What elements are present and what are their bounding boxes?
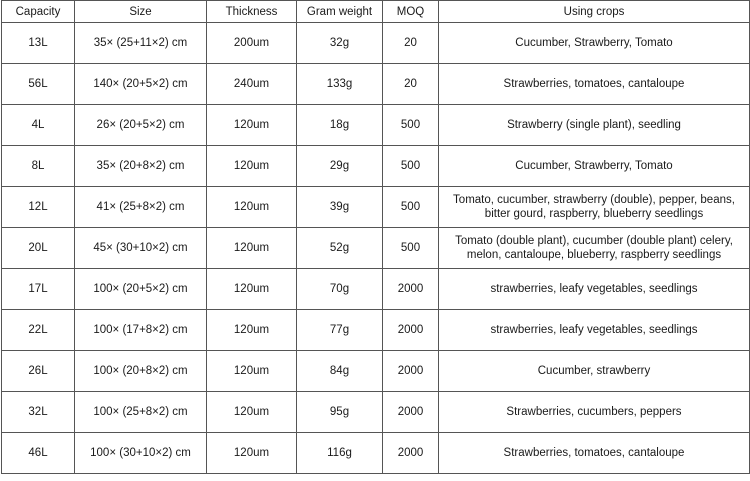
cell-moq: 2000 bbox=[383, 310, 439, 351]
product-spec-table bbox=[1, 0, 750, 474]
cell-moq: 500 bbox=[383, 228, 439, 269]
cell-using-crops: Cucumber, Strawberry, Tomato bbox=[439, 146, 750, 187]
header-size: Size bbox=[75, 1, 207, 23]
cell-size: 35× (20+8×2) cm bbox=[75, 146, 207, 187]
cell-size: 35× (25+11×2) cm bbox=[75, 23, 207, 64]
table-row bbox=[2, 269, 750, 310]
cell-thickness: 120um bbox=[207, 433, 297, 474]
table-row bbox=[2, 228, 750, 269]
cell-gram-weight: 133g bbox=[297, 64, 383, 105]
table-header-row bbox=[2, 1, 750, 23]
cell-gram-weight: 52g bbox=[297, 228, 383, 269]
cell-thickness: 120um bbox=[207, 351, 297, 392]
cell-size: 140× (20+5×2) cm bbox=[75, 64, 207, 105]
header-thickness: Thickness bbox=[207, 1, 297, 23]
cell-thickness: 200um bbox=[207, 23, 297, 64]
cell-gram-weight: 70g bbox=[297, 269, 383, 310]
table-body bbox=[2, 23, 750, 474]
cell-using-crops: Tomato (double plant), cucumber (double plant) celery, melon, cantaloupe, blueberry, raspberry seedlings bbox=[439, 228, 750, 269]
cell-moq: 20 bbox=[383, 64, 439, 105]
cell-using-crops: Cucumber, Strawberry, Tomato bbox=[439, 23, 750, 64]
cell-thickness: 120um bbox=[207, 228, 297, 269]
cell-moq: 500 bbox=[383, 187, 439, 228]
header-gram-weight: Gram weight bbox=[297, 1, 383, 23]
cell-using-crops: strawberries, leafy vegetables, seedlings bbox=[439, 269, 750, 310]
cell-using-crops: Strawberries, cucumbers, peppers bbox=[439, 392, 750, 433]
table-row bbox=[2, 433, 750, 474]
cell-size: 45× (30+10×2) cm bbox=[75, 228, 207, 269]
cell-capacity: 4L bbox=[2, 105, 75, 146]
cell-thickness: 240um bbox=[207, 64, 297, 105]
table-row bbox=[2, 23, 750, 64]
cell-thickness: 120um bbox=[207, 187, 297, 228]
table-row bbox=[2, 64, 750, 105]
table-row bbox=[2, 187, 750, 228]
cell-capacity: 8L bbox=[2, 146, 75, 187]
table-row bbox=[2, 351, 750, 392]
cell-moq: 500 bbox=[383, 105, 439, 146]
cell-capacity: 12L bbox=[2, 187, 75, 228]
cell-using-crops: Strawberry (single plant), seedling bbox=[439, 105, 750, 146]
cell-size: 100× (25+8×2) cm bbox=[75, 392, 207, 433]
cell-gram-weight: 32g bbox=[297, 23, 383, 64]
cell-capacity: 13L bbox=[2, 23, 75, 64]
table-row bbox=[2, 105, 750, 146]
cell-size: 100× (30+10×2) cm bbox=[75, 433, 207, 474]
cell-using-crops: strawberries, leafy vegetables, seedlings bbox=[439, 310, 750, 351]
cell-moq: 500 bbox=[383, 146, 439, 187]
cell-gram-weight: 84g bbox=[297, 351, 383, 392]
cell-using-crops: Strawberries, tomatoes, cantaloupe bbox=[439, 64, 750, 105]
cell-thickness: 120um bbox=[207, 105, 297, 146]
table-row bbox=[2, 146, 750, 187]
cell-moq: 2000 bbox=[383, 433, 439, 474]
cell-gram-weight: 116g bbox=[297, 433, 383, 474]
header-capacity: Capacity bbox=[2, 1, 75, 23]
cell-thickness: 120um bbox=[207, 392, 297, 433]
cell-size: 100× (20+8×2) cm bbox=[75, 351, 207, 392]
cell-size: 100× (17+8×2) cm bbox=[75, 310, 207, 351]
cell-capacity: 32L bbox=[2, 392, 75, 433]
cell-gram-weight: 77g bbox=[297, 310, 383, 351]
cell-using-crops: Cucumber, strawberry bbox=[439, 351, 750, 392]
table-row bbox=[2, 392, 750, 433]
cell-gram-weight: 39g bbox=[297, 187, 383, 228]
cell-thickness: 120um bbox=[207, 269, 297, 310]
cell-moq: 20 bbox=[383, 23, 439, 64]
cell-thickness: 120um bbox=[207, 146, 297, 187]
cell-capacity: 20L bbox=[2, 228, 75, 269]
cell-capacity: 46L bbox=[2, 433, 75, 474]
cell-capacity: 26L bbox=[2, 351, 75, 392]
cell-size: 41× (25+8×2) cm bbox=[75, 187, 207, 228]
cell-size: 26× (20+5×2) cm bbox=[75, 105, 207, 146]
header-using-crops: Using crops bbox=[439, 1, 750, 23]
cell-moq: 2000 bbox=[383, 269, 439, 310]
cell-using-crops: Strawberries, tomatoes, cantaloupe bbox=[439, 433, 750, 474]
cell-gram-weight: 29g bbox=[297, 146, 383, 187]
cell-size: 100× (20+5×2) cm bbox=[75, 269, 207, 310]
header-moq: MOQ bbox=[383, 1, 439, 23]
cell-moq: 2000 bbox=[383, 392, 439, 433]
table-row bbox=[2, 310, 750, 351]
cell-capacity: 17L bbox=[2, 269, 75, 310]
cell-gram-weight: 95g bbox=[297, 392, 383, 433]
cell-thickness: 120um bbox=[207, 310, 297, 351]
cell-using-crops: Tomato, cucumber, strawberry (double), pepper, beans, bitter gourd, raspberry, blueberry seedlings bbox=[439, 187, 750, 228]
cell-moq: 2000 bbox=[383, 351, 439, 392]
cell-capacity: 22L bbox=[2, 310, 75, 351]
cell-capacity: 56L bbox=[2, 64, 75, 105]
cell-gram-weight: 18g bbox=[297, 105, 383, 146]
